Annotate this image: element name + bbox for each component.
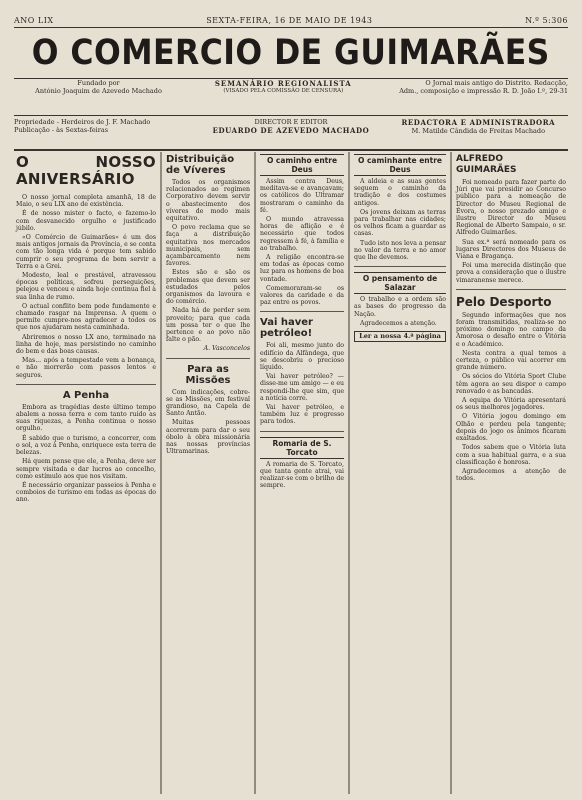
founded-line1: Fundado por [77,79,120,87]
article-paragraph: É necessário organizar passeios à Penha e comboios de turismo em todas as épocas do ano. [16,481,156,504]
oldest-line2: Adm., composição e impressão R. D. João I.º, 29-31 [399,87,568,95]
article-paragraph: Embora as tragédias deste último tempo abalem a nossa terra e com tanto ruído as suas riquezas, a Penha continua o nosso orgulho. [16,403,156,433]
founded-line2: António Joaquim de Azevedo Machado [35,87,162,95]
alfredo-heading: ALFREDO GUIMARÃES [456,154,517,175]
article-paragraph: Sua ex.ª será nomeado para os lugares Directores dos Museus de Viana e Bragança. [456,238,566,261]
article-paragraph: Com indicações, cobre-se as Missões, em festival grandioso, na Capela de Santo Antão. [166,388,250,418]
article-paragraph: É de nosso mister o facto, e fazemo-lo com desvanecido orgulho e justificado júbilo. [16,210,156,232]
article-paragraph: Segundo informações que nos foram transmitidas, realiza-se no próximo domingo no campo da Amorosa o desafio entre o Vitória e o Académico. [456,311,566,348]
column-2 [162,152,254,794]
article-paragraph: Há quem pense que ele, a Penha, deve ser sempre visitada e dar lucros ao concelho, como estímulo aos que nos visitam. [16,458,156,480]
article-paragraph: O trabalho e a ordem são as bases do progresso da Nação. [354,296,446,318]
masthead [10,28,572,78]
article-paragraph: Vai haver petróleo, e também luz e progresso para todos. [260,404,344,426]
publication-label: Publicação - às Sextas-feiras [14,126,109,134]
divider [260,311,344,312]
romaria-heading: Romaria de S. Torcato [260,437,344,459]
column-1 [12,152,160,794]
editorial-name: M. Matilde Cândida de Freitas Machado [411,127,545,135]
divider [456,289,566,290]
column-divider [348,152,350,794]
article-paragraph: Nesta contra a qual temos a certeza, o público vai acorrer em grande número. [456,349,566,372]
article-signature: A. Vasconcelos [203,345,250,353]
article-paragraph: «O Comércio de Guimarães» é um dos mais antigos jornais da Província, e se conta com tão longa vida é porque tem sabido cumprir o seu programa de bem servir a Terra e a Grei. [16,234,156,270]
column-divider [160,152,162,794]
column-3 [256,152,348,794]
divider [166,358,250,359]
article-paragraph: Foi nomeado para fazer parte do Júri que vai presidir ao Concurso público para a nomeação de Director do Museu Regional de Évora, o nosso prezado amigo e ilustre Director do Museu Regional de Alberto Sampaio, o sr. Alfredo Guimarães. [456,179,566,237]
staff-rule [14,149,568,151]
article-paragraph: Abriremos o nosso LX ano, terminado na linha de hoje, mas persistindo no caminho do bem e das boas causas. [16,333,156,356]
director-block [201,118,380,148]
article-paragraph: Estes são e são os problemas que devem ser estudados pelos organismos da lavoura e do comércio. [166,269,250,306]
column-4 [350,152,450,794]
director-name: EDUARDO DE AZEVEDO MACHADO [212,126,370,135]
article-paragraph: Os jovens deixam as terras para trabalhar nas cidades; os velhos ficam a guardar as casas. [354,208,446,238]
article-paragraph: Agradecemos a atenção de todos. [456,467,566,483]
weekly-label: SEMANÁRIO REGIONALISTA [214,79,352,88]
article-paragraph: Os sócios do Vitória Sport Clube têm agora ao seu dispor o campo renovado e as bancadas. [456,373,566,395]
editorial-block [389,118,568,148]
article-paragraph: O actual conflito bem pode fundamente e chamado rasgar na Imprensa. A quem o permite cumpre-nos agradecer a todos os que nos ajudaram nesta caminhada. [16,302,156,332]
article-paragraph: Nada há de perder sem proveito; para que cada um possa ter o que lhe pertence e ao povo não falte o pão. [166,307,250,344]
newspaper-title: O COMERCIO DE GUIMARÃES [31,33,551,73]
divider [260,431,344,432]
column-5 [452,152,570,794]
divider [354,266,446,267]
year-label: ANO LIX [14,15,54,25]
article-paragraph: Assim contra Deus, meditava-se e avançavam; os católicos do Ultramar mostraram o caminho da fé. [260,178,344,214]
director-title: DIRECTOR E EDITOR [254,118,328,126]
article-columns [12,152,570,794]
article-paragraph: Todos sabem que o Vitória luta com a sua habitual garra, e a sua classificação é honrosa. [456,444,566,466]
article-paragraph: A religião encontra-se em todas as épocas como luz para os homens de boa vontade. [260,254,344,283]
staff-block [14,118,568,148]
article-paragraph: O mundo atravessa horas de aflição e é necessário que todos regressem à fé, à família e ao trabalho. [260,216,344,252]
article-paragraph: Tudo isto nos leva a pensar no valor da terra e no amor que lhe devemos. [354,239,446,262]
article-paragraph: Foi ali, mesmo junto do edifício da Alfândega, que se descobriu o precioso líquido. [260,342,344,372]
desporto-heading: Pelo Desporto [456,294,552,309]
article-paragraph: A aldeia e as suas gentes seguem o caminho da tradição e dos costumes antigos. [354,178,446,207]
penha-heading: A Penha [62,389,110,401]
salazar-heading: O pensamento de Salazar [354,272,446,294]
censor-label: (VISADO PELA COMISSÃO DE CENSURA) [223,88,344,94]
article-paragraph: Vai haver petróleo? — disse-me um amigo — e eu respondi-lhe que sim, que a notícia corre. [260,373,344,402]
article-paragraph: O povo reclama que se faça a distribuição equitativa nos mercados municipais, sem açambarcamento nem favores. [166,224,250,268]
article-paragraph: Agradecemos a atenção. [360,319,437,327]
article-paragraph: Modesto, leal e prestável, atravessou épocas políticas, sofreu perseguições, pelejou e venceu e ainda hoje continua fiel à sua linha de rumo. [16,272,156,301]
oldest-block [384,79,568,115]
missoes-heading: Para as Missões [185,363,231,386]
owner-label: Propriedade - Herdeiros de J. F. Machado [14,118,151,126]
article-paragraph: Foi uma merecida distinção que prova a consideração que o ilustre vimaranense merece. [456,262,566,284]
editorial-title: REDACTORA E ADMINISTRADORA [401,118,556,127]
date-label: SEXTA-FEIRA, 16 DE MAIO DE 1943 [206,15,373,25]
issue-number: N.º 5:306 [525,15,568,25]
anniversary-heading: O NOSSO ANIVERSÁRIO [16,153,156,188]
owner-block [14,118,193,148]
caminhante-heading: O caminhante entre Deus [354,154,446,176]
subheader-rule [14,115,568,116]
top-info-line [14,14,568,26]
viveres-heading: Distribuição de Víveres [166,154,235,176]
article-paragraph: Todos os organismos relacionados ao regimen Corporativo devem servir o abastecimento dos víveres de modo mais equitativo. [166,179,250,223]
article-paragraph: Mas... após a tempestade vem a bonança, e não morrerão com passos lentos e seguros. [16,357,156,379]
article-paragraph: Muitas pessoas acorreram para dar o seu óbolo à obra missionária nas nossas províncias Ultramarinas. [166,419,250,456]
weekly-block [191,79,375,115]
petroleo-heading: Vai haver petróleo! [260,317,313,340]
article-paragraph: Comemoraram-se os valores da caridade e da paz entre os povos. [260,284,344,307]
article-paragraph: É sabido que o turismo, a concorrer, com o sol, a voz à Penha, enriquece esta terra de belezas. [16,434,156,457]
subheader [14,79,568,115]
divider [16,384,156,385]
column-divider [254,152,256,794]
article-paragraph: O nosso jornal completa amanhã, 18 de Maio, o seu LIX ano de existência. [16,194,156,209]
article-paragraph: A equipa do Vitória apresentará os seus melhores jogadores. [456,397,566,412]
founder-block [14,79,183,115]
article-paragraph: O Vitória jogou domingo em Olhão e perdeu pela tangente; depois do jogo os ânimos ficaram exaltados. [456,413,566,443]
article-paragraph: A romaria de S. Torcato, que tanta gente atrai, vai realizar-se com o brilho de sempre. [260,460,344,490]
oldest-line1: O Jornal mais antigo do Distrito. Redacção, [425,79,568,87]
column-divider [450,152,452,794]
page-four-note: Ler a nossa 4.ª página [354,331,446,342]
caminho-heading: O caminho entre Deus [260,154,344,176]
